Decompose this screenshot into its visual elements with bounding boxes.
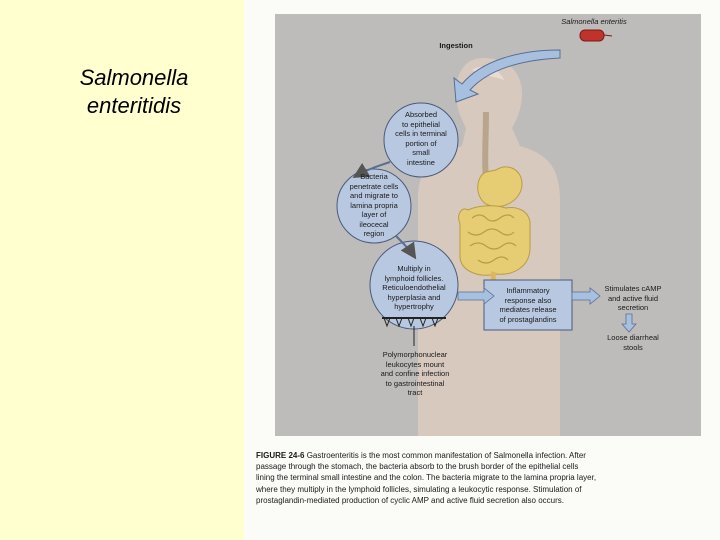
caption-line-1: FIGURE 24-6 Gastroenteritis is the most common manifestation of Salmonella infection. After	[256, 451, 586, 460]
step-multiply-label: Multiply in lymphoid follicles. Reticuloendothelial hyperplasia and hypertrophy	[382, 264, 446, 311]
slide-title-line-1: Salmonella	[79, 65, 189, 90]
bacterium-flagellum	[604, 35, 612, 36]
ingestion-label: Ingestion	[439, 41, 473, 50]
organism-label: Salmonella enteritis	[561, 17, 627, 26]
inflammatory-label: Inflammatory response also mediates release of prostaglandins	[499, 286, 557, 324]
caption-line-3: lining the terminal small intestine and the colon. The bacteria migrate to the lamina propria layer,	[256, 473, 597, 483]
caption-line-5: prostaglandin-mediated production of cyclic AMP and active fluid secretion also occurs.	[256, 495, 565, 505]
caption-line-2: passage through the stomach, the bacteria absorb to the brush border of the epithelial cells	[256, 462, 579, 472]
camp-label: Stimulates cAMP and active fluid secretion	[604, 284, 662, 312]
step-penetrate-label: Bacteria penetrate cells and migrate to lamina propria layer of ileocecal region	[349, 172, 399, 238]
figure-number: FIGURE 24-6	[256, 451, 305, 460]
caption-line-4: where they multiply in the lymphoid follicles, simulating a leukocytic response. Stimulation of	[256, 484, 582, 494]
stool-label: Loose diarrheal stools	[607, 333, 659, 352]
small-intestine	[459, 206, 530, 275]
step-absorbed-label: Absorbed to epithelial cells in terminal portion of small intestine	[395, 110, 447, 167]
slide-title-line-2: enteritidis	[86, 93, 182, 118]
figure-caption	[256, 450, 696, 506]
esophagus	[485, 112, 486, 178]
pmn-label: Polymorphonuclear leukocytes mount and confine infection to gastrointestinal tract	[380, 350, 450, 397]
salmonella-bacterium-icon	[580, 30, 604, 41]
arrow-camp-to-stools	[622, 314, 636, 332]
